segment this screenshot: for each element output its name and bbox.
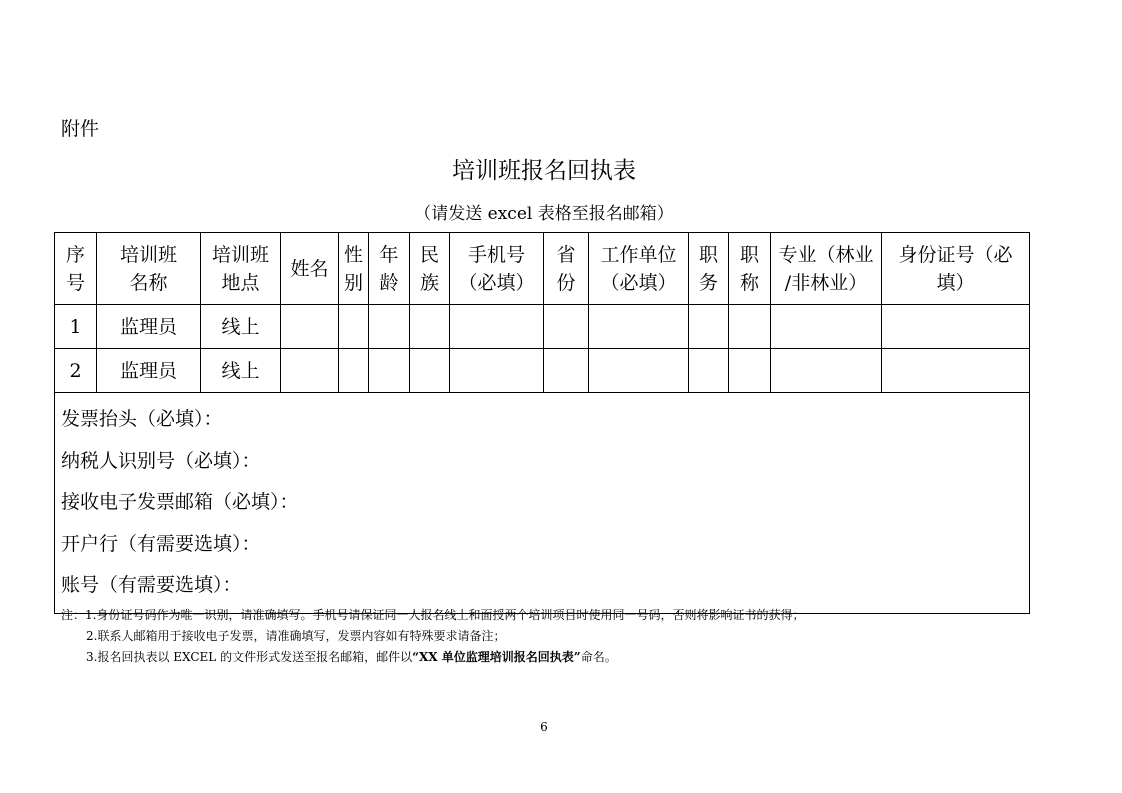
header-cell-line: 省 [556, 243, 576, 266]
header-cell-line: 序 [65, 243, 85, 266]
table-cell[interactable]: 监理员 [97, 349, 201, 393]
invoice-field-label: 开户行（有需要选填）： [61, 532, 261, 555]
note-2: 2.联系人邮箱用于接收电子发票，请准确填写，发票内容如有特殊要求请备注； [86, 629, 506, 643]
table-cell[interactable] [369, 349, 410, 393]
form-title: 培训班报名回执表 [452, 158, 636, 184]
notes-section [61, 605, 804, 668]
header-cell-line: 姓名 [290, 257, 329, 280]
header-cell [729, 233, 771, 305]
table-cell[interactable] [450, 349, 544, 393]
header-cell-line: 龄 [379, 271, 399, 294]
header-cell-line: （必填） [600, 271, 677, 294]
header-cell-line: 手机号 [467, 243, 525, 266]
table-cell[interactable] [410, 305, 450, 349]
table-row [55, 305, 1030, 349]
header-cell-line: 专业（林业 [778, 243, 874, 266]
header-cell-line: 族 [419, 271, 439, 294]
header-cell-line: 培训班 [119, 243, 177, 266]
table-cell[interactable]: 线上 [201, 349, 281, 393]
header-cell [450, 233, 544, 305]
header-cell-line: 地点 [221, 271, 260, 294]
table-cell[interactable]: 2 [55, 349, 97, 393]
header-cell-line: 职 [739, 243, 759, 266]
table-cell[interactable]: 1 [55, 305, 97, 349]
invoice-field-label: 接收电子发票邮箱（必填）： [61, 491, 299, 513]
header-cell-line: 称 [739, 271, 759, 294]
header-cell-line: 身份证号（必 [898, 243, 1013, 266]
header-cell-line: 职 [698, 243, 718, 266]
note-3-filename: “XX 单位监理培训报名回执表” [412, 650, 581, 664]
header-cell [369, 233, 410, 305]
header-cell-line: 别 [343, 271, 363, 294]
header-cell-line: 填） [936, 271, 975, 294]
table-cell[interactable] [339, 349, 369, 393]
table-cell[interactable] [882, 349, 1030, 393]
table-cell[interactable] [589, 349, 689, 393]
note-3-suffix: 命名。 [580, 650, 617, 664]
table-row [55, 349, 1030, 393]
header-cell [689, 233, 729, 305]
header-cell-line: 性 [343, 243, 363, 266]
table-cell[interactable] [281, 305, 339, 349]
header-cell-line: 名称 [129, 271, 168, 294]
table-cell[interactable] [771, 305, 882, 349]
header-cell-line: /非林业） [784, 271, 868, 294]
header-cell [201, 233, 281, 305]
header-cell-line: 务 [698, 271, 718, 294]
table-cell[interactable] [544, 349, 589, 393]
table-cell[interactable] [339, 305, 369, 349]
header-cell-line: 份 [556, 271, 576, 294]
header-cell [882, 233, 1030, 305]
header-cell [55, 233, 97, 305]
table-cell[interactable] [882, 305, 1030, 349]
table-cell[interactable]: 线上 [201, 305, 281, 349]
header-cell [410, 233, 450, 305]
invoice-field-label: 发票抬头（必填）： [61, 408, 223, 430]
table-cell[interactable]: 监理员 [97, 305, 201, 349]
registration-table [54, 232, 1030, 614]
table-cell[interactable] [689, 349, 729, 393]
header-cell [544, 233, 589, 305]
table-cell[interactable] [589, 305, 689, 349]
header-cell-line: 民 [419, 243, 439, 266]
header-cell-line: 培训班 [211, 243, 269, 266]
header-cell [97, 233, 201, 305]
attachment-label: 附件 [61, 118, 100, 140]
note-3-prefix: 3.报名回执表以 EXCEL 的文件形式发送至报名邮箱，邮件以 [86, 650, 413, 664]
invoice-info-section [55, 393, 1030, 614]
table-cell[interactable] [410, 349, 450, 393]
header-cell [339, 233, 369, 305]
invoice-field-label: 账号（有需要选填）： [61, 574, 242, 596]
table-header-row [55, 233, 1030, 305]
table-cell[interactable] [450, 305, 544, 349]
table-cell[interactable] [689, 305, 729, 349]
header-cell-line: （必填） [458, 271, 535, 294]
table-cell[interactable] [729, 305, 771, 349]
note-1: 注：1.身份证号码作为唯一识别，请准确填写。手机号请保证同一人报名线上和面授两个培训项目时使用同一号码，否则将影响证书的获得； [61, 608, 805, 622]
header-cell [281, 233, 339, 305]
header-cell-line: 年 [379, 243, 399, 266]
table-cell[interactable] [729, 349, 771, 393]
page-number: 6 [540, 720, 548, 734]
table-cell[interactable] [369, 305, 410, 349]
header-cell-line: 工作单位 [600, 243, 677, 266]
table-cell[interactable] [281, 349, 339, 393]
header-cell [771, 233, 882, 305]
header-cell-line: 号 [65, 271, 85, 294]
invoice-field-label: 纳税人识别号（必填）： [61, 449, 261, 472]
header-cell [589, 233, 689, 305]
note-3 [61, 647, 804, 668]
table-cell[interactable] [771, 349, 882, 393]
form-subtitle: （请发送 excel 表格至报名邮箱） [414, 204, 674, 224]
table-cell[interactable] [544, 305, 589, 349]
